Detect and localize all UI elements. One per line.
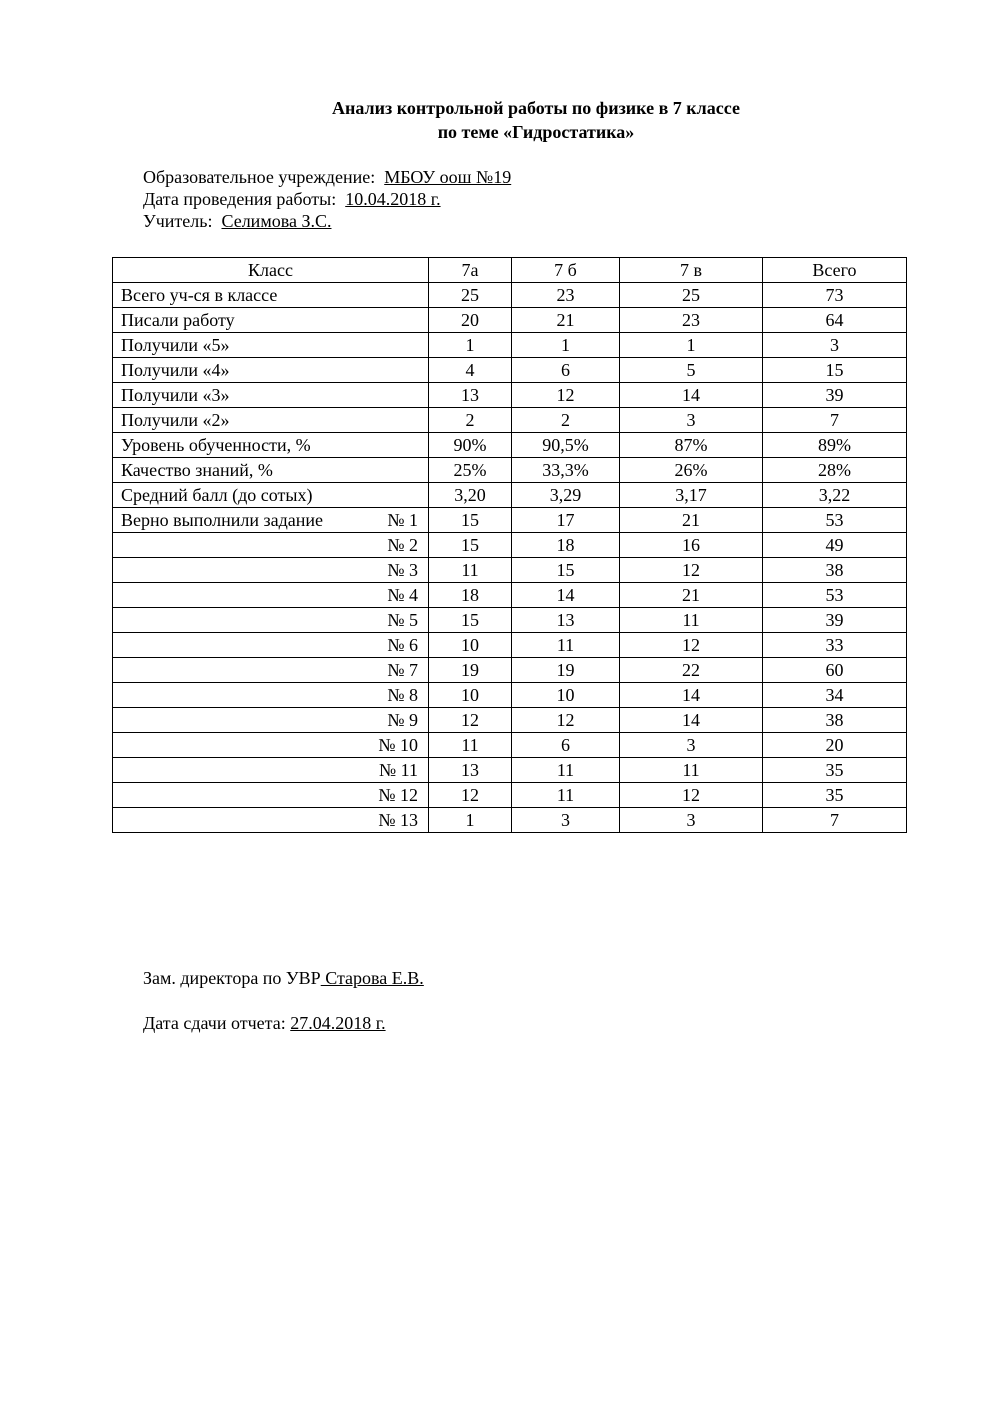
task-label-cell bbox=[113, 583, 429, 608]
table-row bbox=[113, 283, 907, 308]
table-cell: 17 bbox=[512, 508, 620, 533]
table-row bbox=[113, 458, 907, 483]
table-cell: 33 bbox=[763, 633, 907, 658]
table-cell: 3,29 bbox=[512, 483, 620, 508]
table-cell: 5 bbox=[620, 358, 763, 383]
table-cell: 33,3% bbox=[512, 458, 620, 483]
table-cell: 16 bbox=[620, 533, 763, 558]
table-cell: 60 bbox=[763, 658, 907, 683]
table-cell: 1 bbox=[620, 333, 763, 358]
table-cell: 12 bbox=[429, 783, 512, 808]
task-row bbox=[113, 608, 907, 633]
title-line-2: по теме «Гидростатика» bbox=[437, 122, 635, 142]
deputy-line bbox=[143, 967, 424, 989]
date-line bbox=[143, 188, 511, 210]
table-cell: 28% bbox=[763, 458, 907, 483]
table-cell: 15 bbox=[429, 533, 512, 558]
task-row bbox=[113, 658, 907, 683]
table-cell: 12 bbox=[620, 633, 763, 658]
table-cell: 26% bbox=[620, 458, 763, 483]
task-label-cell bbox=[113, 783, 429, 808]
title-line-1: Анализ контрольной работы по физике в 7 классе bbox=[332, 98, 740, 118]
table-cell: 14 bbox=[620, 708, 763, 733]
header-class: Класс bbox=[113, 258, 429, 283]
table-cell: 20 bbox=[763, 733, 907, 758]
table-cell: 3,17 bbox=[620, 483, 763, 508]
table-cell: 7 bbox=[763, 408, 907, 433]
report-date-label: Дата сдачи отчета: bbox=[143, 1013, 286, 1033]
task-row bbox=[113, 508, 907, 533]
table-cell: 10 bbox=[512, 683, 620, 708]
table-cell: 12 bbox=[512, 383, 620, 408]
table-cell: 7 bbox=[763, 808, 907, 833]
table-cell: 19 bbox=[512, 658, 620, 683]
table-cell: 38 bbox=[763, 708, 907, 733]
row-label: Получили «4» bbox=[113, 358, 429, 383]
task-label-cell bbox=[113, 608, 429, 633]
table-row bbox=[113, 383, 907, 408]
table-cell: 3 bbox=[620, 808, 763, 833]
task-number: № 13 bbox=[378, 810, 418, 830]
table-row bbox=[113, 358, 907, 383]
results-table bbox=[112, 257, 907, 833]
table-cell: 1 bbox=[429, 333, 512, 358]
table-cell: 11 bbox=[429, 558, 512, 583]
table-cell: 14 bbox=[512, 583, 620, 608]
tasks-label: Верно выполнили задание bbox=[121, 510, 323, 530]
task-number: № 9 bbox=[387, 710, 418, 730]
task-row bbox=[113, 583, 907, 608]
row-label: Получили «2» bbox=[113, 408, 429, 433]
table-cell: 11 bbox=[512, 758, 620, 783]
table-cell: 11 bbox=[620, 608, 763, 633]
table-cell: 73 bbox=[763, 283, 907, 308]
table-cell: 11 bbox=[512, 783, 620, 808]
task-label-cell bbox=[113, 808, 429, 833]
task-row bbox=[113, 783, 907, 808]
task-row bbox=[113, 808, 907, 833]
task-number: № 6 bbox=[387, 635, 418, 655]
table-cell: 64 bbox=[763, 308, 907, 333]
table-cell: 13 bbox=[429, 383, 512, 408]
task-number: № 3 bbox=[387, 560, 418, 580]
table-cell: 15 bbox=[512, 558, 620, 583]
table-cell: 11 bbox=[429, 733, 512, 758]
table-cell: 11 bbox=[512, 633, 620, 658]
row-label: Средний балл (до сотых) bbox=[113, 483, 429, 508]
task-number: № 5 bbox=[387, 610, 418, 630]
school-value: МБОУ оош №19 bbox=[384, 167, 512, 187]
task-label-cell bbox=[113, 533, 429, 558]
table-cell: 90,5% bbox=[512, 433, 620, 458]
table-cell: 39 bbox=[763, 383, 907, 408]
table-row bbox=[113, 483, 907, 508]
table-cell: 15 bbox=[429, 508, 512, 533]
row-label: Всего уч-ся в классе bbox=[113, 283, 429, 308]
table-cell: 90% bbox=[429, 433, 512, 458]
header-7a: 7а bbox=[429, 258, 512, 283]
table-cell: 2 bbox=[512, 408, 620, 433]
table-cell: 21 bbox=[620, 508, 763, 533]
table-cell: 25 bbox=[429, 283, 512, 308]
table-cell: 15 bbox=[763, 358, 907, 383]
task-row bbox=[113, 758, 907, 783]
teacher-label: Учитель: bbox=[143, 211, 213, 231]
task-number: № 12 bbox=[378, 785, 418, 805]
table-cell: 18 bbox=[512, 533, 620, 558]
task-number: № 10 bbox=[378, 735, 418, 755]
task-row bbox=[113, 708, 907, 733]
task-row bbox=[113, 558, 907, 583]
task-label-cell bbox=[113, 683, 429, 708]
task-number: № 4 bbox=[387, 585, 418, 605]
table-cell: 20 bbox=[429, 308, 512, 333]
table-cell: 21 bbox=[512, 308, 620, 333]
table-cell: 13 bbox=[512, 608, 620, 633]
task-number: № 1 bbox=[387, 510, 418, 530]
task-label-cell bbox=[113, 508, 429, 533]
task-label-cell bbox=[113, 558, 429, 583]
table-cell: 49 bbox=[763, 533, 907, 558]
table-cell: 25% bbox=[429, 458, 512, 483]
table-cell: 35 bbox=[763, 783, 907, 808]
table-cell: 3 bbox=[620, 408, 763, 433]
table-cell: 12 bbox=[620, 558, 763, 583]
deputy-label: Зам. директора по УВР bbox=[143, 968, 321, 988]
meta-block bbox=[143, 166, 511, 232]
table-cell: 11 bbox=[620, 758, 763, 783]
date-value: 10.04.2018 г. bbox=[345, 189, 441, 209]
table-cell: 10 bbox=[429, 683, 512, 708]
task-number: № 2 bbox=[387, 535, 418, 555]
table-cell: 3,22 bbox=[763, 483, 907, 508]
task-label-cell bbox=[113, 733, 429, 758]
date-label: Дата проведения работы: bbox=[143, 189, 337, 209]
report-date-value: 27.04.2018 г. bbox=[290, 1013, 386, 1033]
table-cell: 22 bbox=[620, 658, 763, 683]
school-line bbox=[143, 166, 511, 188]
task-label-cell bbox=[113, 633, 429, 658]
row-label: Уровень обученности, % bbox=[113, 433, 429, 458]
results-table-body bbox=[113, 258, 907, 833]
table-cell: 3 bbox=[763, 333, 907, 358]
table-cell: 21 bbox=[620, 583, 763, 608]
table-row bbox=[113, 408, 907, 433]
header-7v: 7 в bbox=[620, 258, 763, 283]
table-cell: 39 bbox=[763, 608, 907, 633]
task-row bbox=[113, 683, 907, 708]
task-label-cell bbox=[113, 658, 429, 683]
task-row bbox=[113, 533, 907, 558]
table-cell: 15 bbox=[429, 608, 512, 633]
table-cell: 4 bbox=[429, 358, 512, 383]
table-cell: 38 bbox=[763, 558, 907, 583]
teacher-line bbox=[143, 210, 511, 232]
row-label: Получили «5» bbox=[113, 333, 429, 358]
report-date-line bbox=[143, 1012, 386, 1034]
table-cell: 3,20 bbox=[429, 483, 512, 508]
table-cell: 13 bbox=[429, 758, 512, 783]
teacher-value: Селимова З.С. bbox=[221, 211, 332, 231]
header-total: Всего bbox=[763, 258, 907, 283]
table-row bbox=[113, 433, 907, 458]
task-number: № 11 bbox=[378, 760, 418, 780]
table-cell: 35 bbox=[763, 758, 907, 783]
table-cell: 14 bbox=[620, 683, 763, 708]
task-label-wrap bbox=[121, 508, 428, 532]
table-cell: 6 bbox=[512, 733, 620, 758]
table-cell: 12 bbox=[620, 783, 763, 808]
table-cell: 6 bbox=[512, 358, 620, 383]
table-cell: 3 bbox=[620, 733, 763, 758]
table-cell: 53 bbox=[763, 583, 907, 608]
table-header-row bbox=[113, 258, 907, 283]
table-cell: 10 bbox=[429, 633, 512, 658]
table-cell: 2 bbox=[429, 408, 512, 433]
task-row bbox=[113, 633, 907, 658]
table-cell: 89% bbox=[763, 433, 907, 458]
row-label: Писали работу bbox=[113, 308, 429, 333]
table-cell: 23 bbox=[512, 283, 620, 308]
task-number: № 8 bbox=[387, 685, 418, 705]
document-title bbox=[0, 96, 1000, 144]
table-cell: 25 bbox=[620, 283, 763, 308]
table-cell: 12 bbox=[512, 708, 620, 733]
task-number: № 7 bbox=[387, 660, 418, 680]
row-label: Качество знаний, % bbox=[113, 458, 429, 483]
school-label: Образовательное учреждение: bbox=[143, 167, 376, 187]
table-cell: 53 bbox=[763, 508, 907, 533]
row-label: Получили «3» bbox=[113, 383, 429, 408]
table-cell: 18 bbox=[429, 583, 512, 608]
task-row bbox=[113, 733, 907, 758]
table-cell: 14 bbox=[620, 383, 763, 408]
header-7b: 7 б bbox=[512, 258, 620, 283]
table-row bbox=[113, 333, 907, 358]
table-cell: 3 bbox=[512, 808, 620, 833]
table-cell: 19 bbox=[429, 658, 512, 683]
table-cell: 12 bbox=[429, 708, 512, 733]
table-cell: 87% bbox=[620, 433, 763, 458]
table-cell: 1 bbox=[429, 808, 512, 833]
table-cell: 34 bbox=[763, 683, 907, 708]
task-label-cell bbox=[113, 708, 429, 733]
table-cell: 1 bbox=[512, 333, 620, 358]
table-row bbox=[113, 308, 907, 333]
task-label-cell bbox=[113, 758, 429, 783]
table-cell: 23 bbox=[620, 308, 763, 333]
deputy-value: Старова Е.В. bbox=[320, 968, 424, 988]
